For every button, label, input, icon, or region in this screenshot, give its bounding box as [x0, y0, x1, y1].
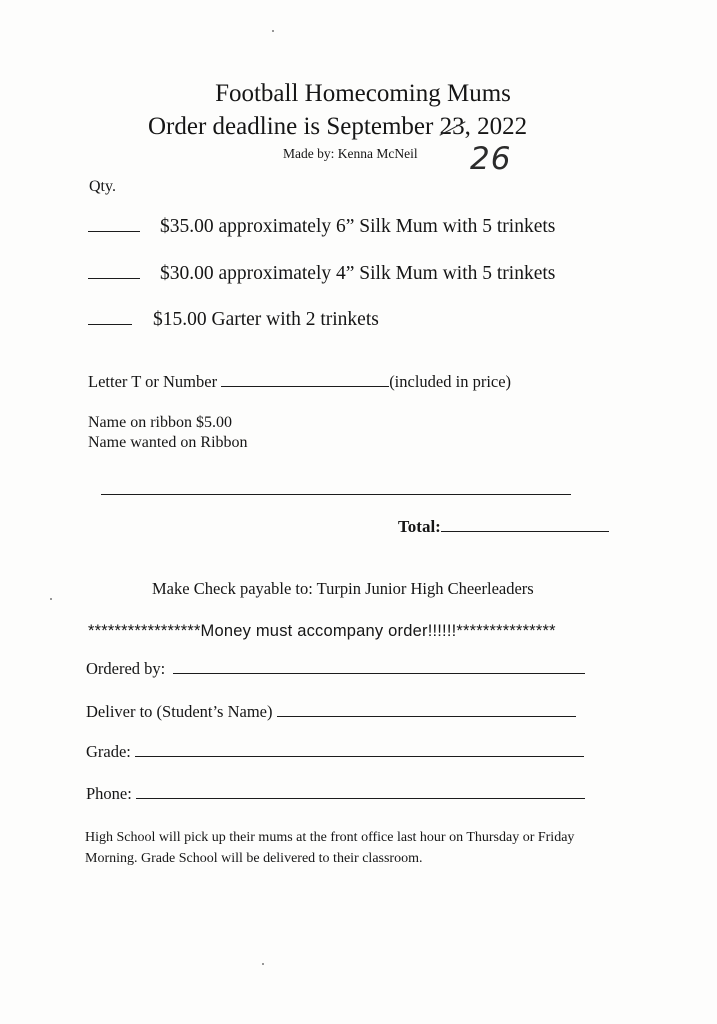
made-by: Made by: Kenna McNeil	[283, 146, 418, 161]
qty-blank[interactable]	[88, 277, 140, 279]
order-item-6in-mum	[88, 216, 555, 238]
letter-note: (included in price)	[389, 372, 512, 391]
letter-blank[interactable]	[221, 385, 389, 387]
pickup-note	[85, 827, 574, 869]
scan-speck	[50, 598, 52, 600]
deadline-prefix: Order deadline is September	[148, 113, 440, 140]
item-description: $35.00 approximately 6” Silk Mum with 5 trinkets	[160, 216, 556, 237]
deliver-to-label: Deliver to (Student’s Name)	[86, 702, 277, 721]
scan-speck	[262, 963, 264, 965]
pickup-note-line: High School will pick up their mums at the front office last hour on Thursday or Friday	[85, 830, 575, 845]
grade-label: Grade:	[86, 742, 136, 761]
qty-blank[interactable]	[88, 323, 132, 325]
scan-speck	[272, 30, 274, 32]
ribbon-price: Name on ribbon $5.00	[88, 414, 232, 431]
item-description: $15.00 Garter with 2 trinkets	[153, 309, 379, 330]
ordered-by-blank[interactable]	[173, 672, 585, 674]
qty-label: Qty.	[89, 178, 116, 195]
letter-or-number-field	[88, 372, 511, 392]
deliver-to-blank[interactable]	[277, 715, 576, 717]
order-item-garter	[88, 309, 379, 331]
deadline-suffix: , 2022	[464, 113, 528, 140]
order-deadline	[148, 113, 527, 141]
handwritten-corrected-date: 26	[470, 141, 512, 177]
ribbon-wanted-label: Name wanted on Ribbon	[88, 434, 248, 451]
struck-out-date: 23	[439, 113, 465, 140]
pickup-note-line: Morning. Grade School will be delivered to their classroom.	[85, 851, 423, 866]
item-description: $30.00 approximately 4” Silk Mum with 5 trinkets	[160, 263, 556, 284]
total-blank[interactable]	[441, 530, 609, 532]
ordered-by-label: Ordered by:	[86, 659, 170, 678]
order-item-4in-mum	[88, 263, 555, 285]
phone-field	[86, 784, 585, 804]
grade-blank[interactable]	[135, 755, 584, 757]
total-field	[398, 517, 609, 537]
qty-blank[interactable]	[88, 230, 140, 232]
money-notice: *****************Money must accompany order!!!!!!***************	[88, 622, 556, 640]
form-title: Football Homecoming Mums	[215, 80, 511, 107]
letter-label: Letter T or Number	[88, 372, 222, 391]
ribbon-section	[88, 413, 248, 453]
check-payable: Make Check payable to: Turpin Junior High Cheerleaders	[152, 579, 534, 598]
grade-field	[86, 742, 584, 762]
total-label: Total:	[398, 517, 441, 536]
deliver-to-field	[86, 702, 576, 722]
ordered-by-field	[86, 659, 585, 679]
phone-blank[interactable]	[136, 797, 585, 799]
phone-label: Phone:	[86, 784, 136, 803]
ribbon-name-blank[interactable]	[101, 493, 571, 495]
